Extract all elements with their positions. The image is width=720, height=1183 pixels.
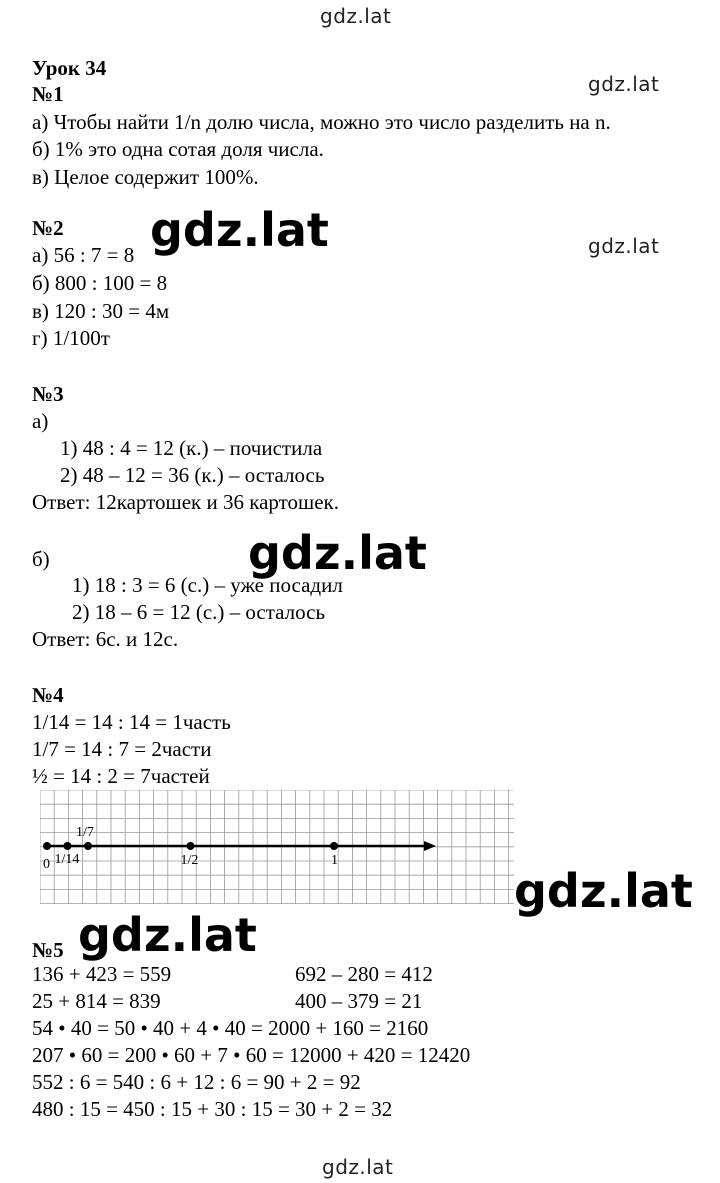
- watermark-right-2: gdz.lat: [588, 234, 660, 258]
- lesson-title: Урок 34: [32, 56, 107, 80]
- number-line-label: 1/14: [54, 852, 80, 867]
- watermark-large-1: gdz.lat: [150, 203, 329, 257]
- number-line-label: 1/7: [76, 825, 94, 840]
- task5-line: 54 • 40 = 50 • 40 + 4 • 40 = 2000 + 160 = 2160: [32, 1016, 429, 1040]
- task5-right-expression: 692 – 280 = 412: [295, 962, 433, 986]
- task5-title: №5: [32, 938, 64, 962]
- task3-part-b-label: б): [32, 547, 50, 571]
- watermark-large-3: gdz.lat: [514, 864, 693, 918]
- task3-a-answer: Ответ: 12картошек и 36 картошек.: [32, 490, 340, 514]
- task4-line: 1/14 = 14 : 14 = 1часть: [32, 710, 231, 734]
- task5-left-expression: 136 + 423 = 559: [32, 962, 172, 986]
- task3-b-step: 1) 18 : 3 = 6 (с.) – уже посадил: [72, 573, 343, 597]
- task5-line: 480 : 15 = 450 : 15 + 30 : 15 = 30 + 2 = 32: [32, 1097, 393, 1121]
- task5-left-expression: 25 + 814 = 839: [32, 989, 161, 1013]
- task3-b-step: 2) 18 – 6 = 12 (с.) – осталось: [72, 600, 326, 624]
- task2-title: №2: [32, 216, 64, 240]
- number-line-label: 1: [331, 853, 338, 868]
- task2-line: г) 1/100т: [32, 326, 110, 350]
- task5-line: 552 : 6 = 540 : 6 + 12 : 6 = 90 + 2 = 92: [32, 1070, 361, 1094]
- number-line-point: [63, 842, 71, 850]
- task5-right-expression: 400 – 379 = 21: [295, 989, 423, 1013]
- task4-line: ½ = 14 : 2 = 7частей: [32, 764, 210, 788]
- watermark-right-1: gdz.lat: [588, 72, 660, 96]
- task1-line: в) Целое содержит 100%.: [32, 165, 259, 189]
- task2-line: а) 56 : 7 = 8: [32, 243, 135, 267]
- watermark-large-4: gdz.lat: [78, 908, 257, 962]
- number-line-label: 1/2: [180, 853, 199, 868]
- watermark-large-2: gdz.lat: [248, 526, 427, 580]
- watermark-top: gdz.lat: [320, 4, 392, 28]
- task3-a-step: 1) 48 : 4 = 12 (к.) – почистила: [60, 436, 323, 460]
- task3-title: №3: [32, 382, 64, 406]
- task4-title: №4: [32, 683, 64, 707]
- task5-line: 207 • 60 = 200 • 60 + 7 • 60 = 12000 + 420 = 12420: [32, 1043, 471, 1067]
- task3-part-a-label: а): [32, 409, 49, 433]
- number-line-point: [84, 842, 92, 850]
- number-line-point: [330, 842, 338, 850]
- number-line-marks: [43, 825, 338, 872]
- number-line-label: 0: [43, 857, 50, 872]
- number-line-grid: [40, 790, 520, 910]
- number-line-arrowhead: [424, 841, 436, 851]
- task4-line: 1/7 = 14 : 7 = 2части: [32, 737, 212, 761]
- watermark-bottom: gdz.lat: [322, 1155, 394, 1179]
- task2-line: в) 120 : 30 = 4м: [32, 299, 170, 323]
- task2-line: б) 800 : 100 = 8: [32, 271, 168, 295]
- number-line-point: [187, 842, 195, 850]
- task1-line: а) Чтобы найти 1/n долю числа, можно это число разделить на n.: [32, 110, 611, 134]
- task3-a-step: 2) 48 – 12 = 36 (к.) – осталось: [60, 463, 325, 487]
- number-line-point: [43, 842, 51, 850]
- task1-title: №1: [32, 82, 64, 106]
- task3-b-answer: Ответ: 6с. и 12с.: [32, 627, 179, 651]
- task1-line: б) 1% это одна сотая доля числа.: [32, 137, 324, 161]
